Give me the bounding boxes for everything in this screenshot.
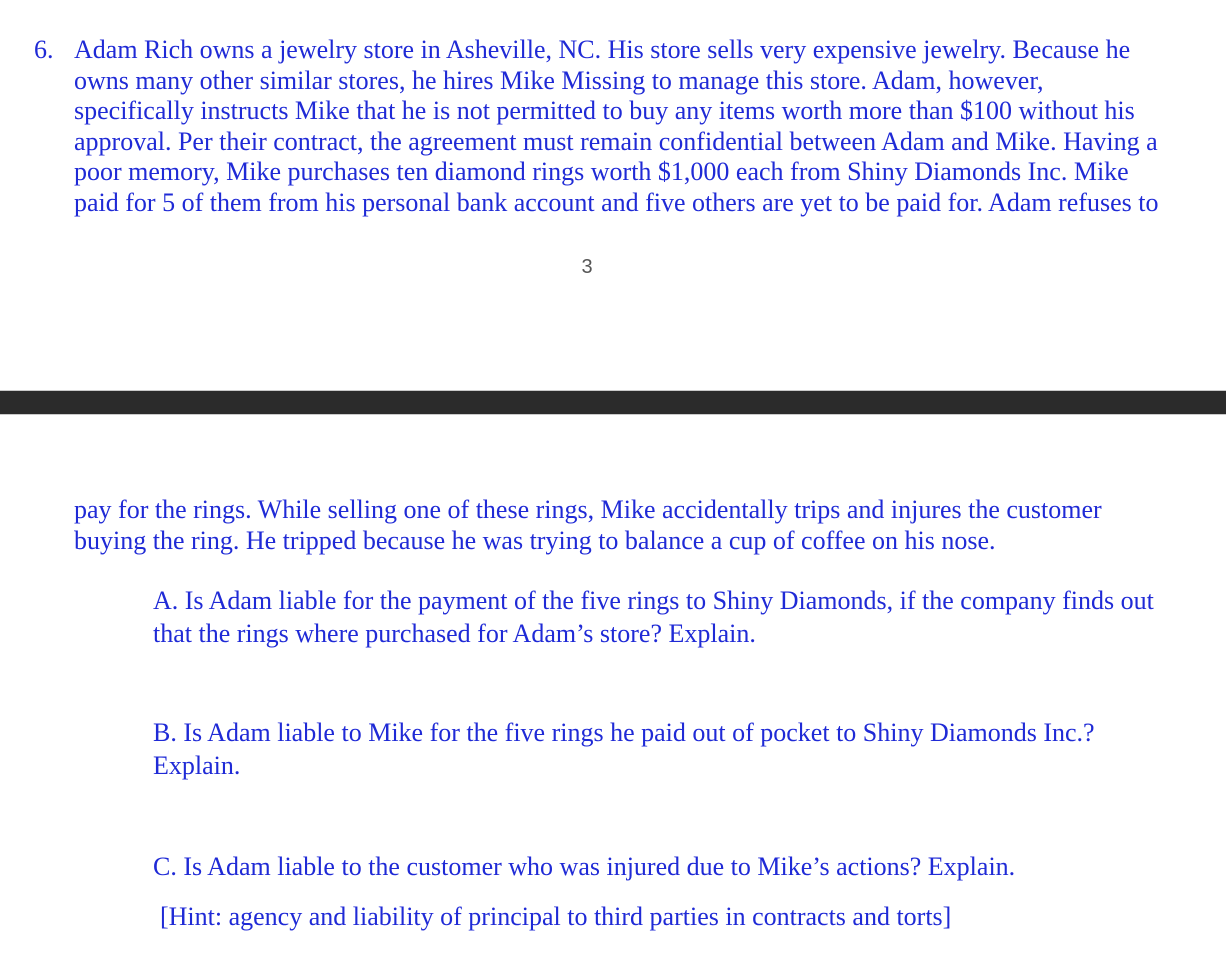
document-page-top: [0, 0, 1226, 390]
question-line: buying the ring. He tripped because he was trying to balance a cup of coffee on his nose.: [74, 525, 996, 555]
sub-question-line: B. Is Adam liable to Mike for the five rings he paid out of pocket to Shiny Diamonds Inc.?: [153, 718, 1095, 747]
sub-question-line: that the rings where purchased for Adam’s store? Explain.: [153, 618, 756, 648]
sub-question-a: [153, 585, 1203, 650]
sub-question-c: [153, 851, 1203, 884]
sub-question-line: C. Is Adam liable to the customer who was injured due to Mike’s actions? Explain.: [153, 852, 1016, 881]
question-line: owns many other similar stores, he hires Mike Missing to manage this store. Adam, however,: [74, 65, 1044, 95]
sub-question-line: Explain.: [153, 750, 241, 780]
question-line: poor memory, Mike purchases ten diamond rings worth $1,000 each from Shiny Diamonds Inc. Mike: [74, 157, 1129, 186]
question-line: Adam Rich owns a jewelry store in Asheville, NC. His store sells very expensive jewelry. Because he: [74, 35, 1131, 64]
question-line: paid for 5 of them from his personal bank account and five others are yet to be paid for. Adam refuses to: [74, 187, 1159, 217]
question-paragraph: [74, 35, 1194, 218]
page-break-divider: [0, 390, 1226, 415]
hint-text: [Hint: agency and liability of principal to third parties in contracts and torts]: [160, 902, 952, 931]
sub-question-b: [153, 717, 1203, 782]
page-number: 3: [581, 256, 593, 278]
question-line: pay for the rings. While selling one of these rings, Mike accidentally trips and injures the customer: [74, 495, 1102, 524]
sub-question-line: A. Is Adam liable for the payment of the five rings to Shiny Diamonds, if the company finds out: [153, 586, 1154, 615]
question-line: approval. Per their contract, the agreement must remain confidential between Adam and Mike. Having a: [74, 126, 1158, 156]
question-line: specifically instructs Mike that he is not permitted to buy any items worth more than $100 without his: [74, 96, 1135, 125]
question-continuation: [74, 495, 1194, 556]
question-number: 6.: [34, 35, 54, 64]
document-page-bottom: [0, 415, 1226, 972]
